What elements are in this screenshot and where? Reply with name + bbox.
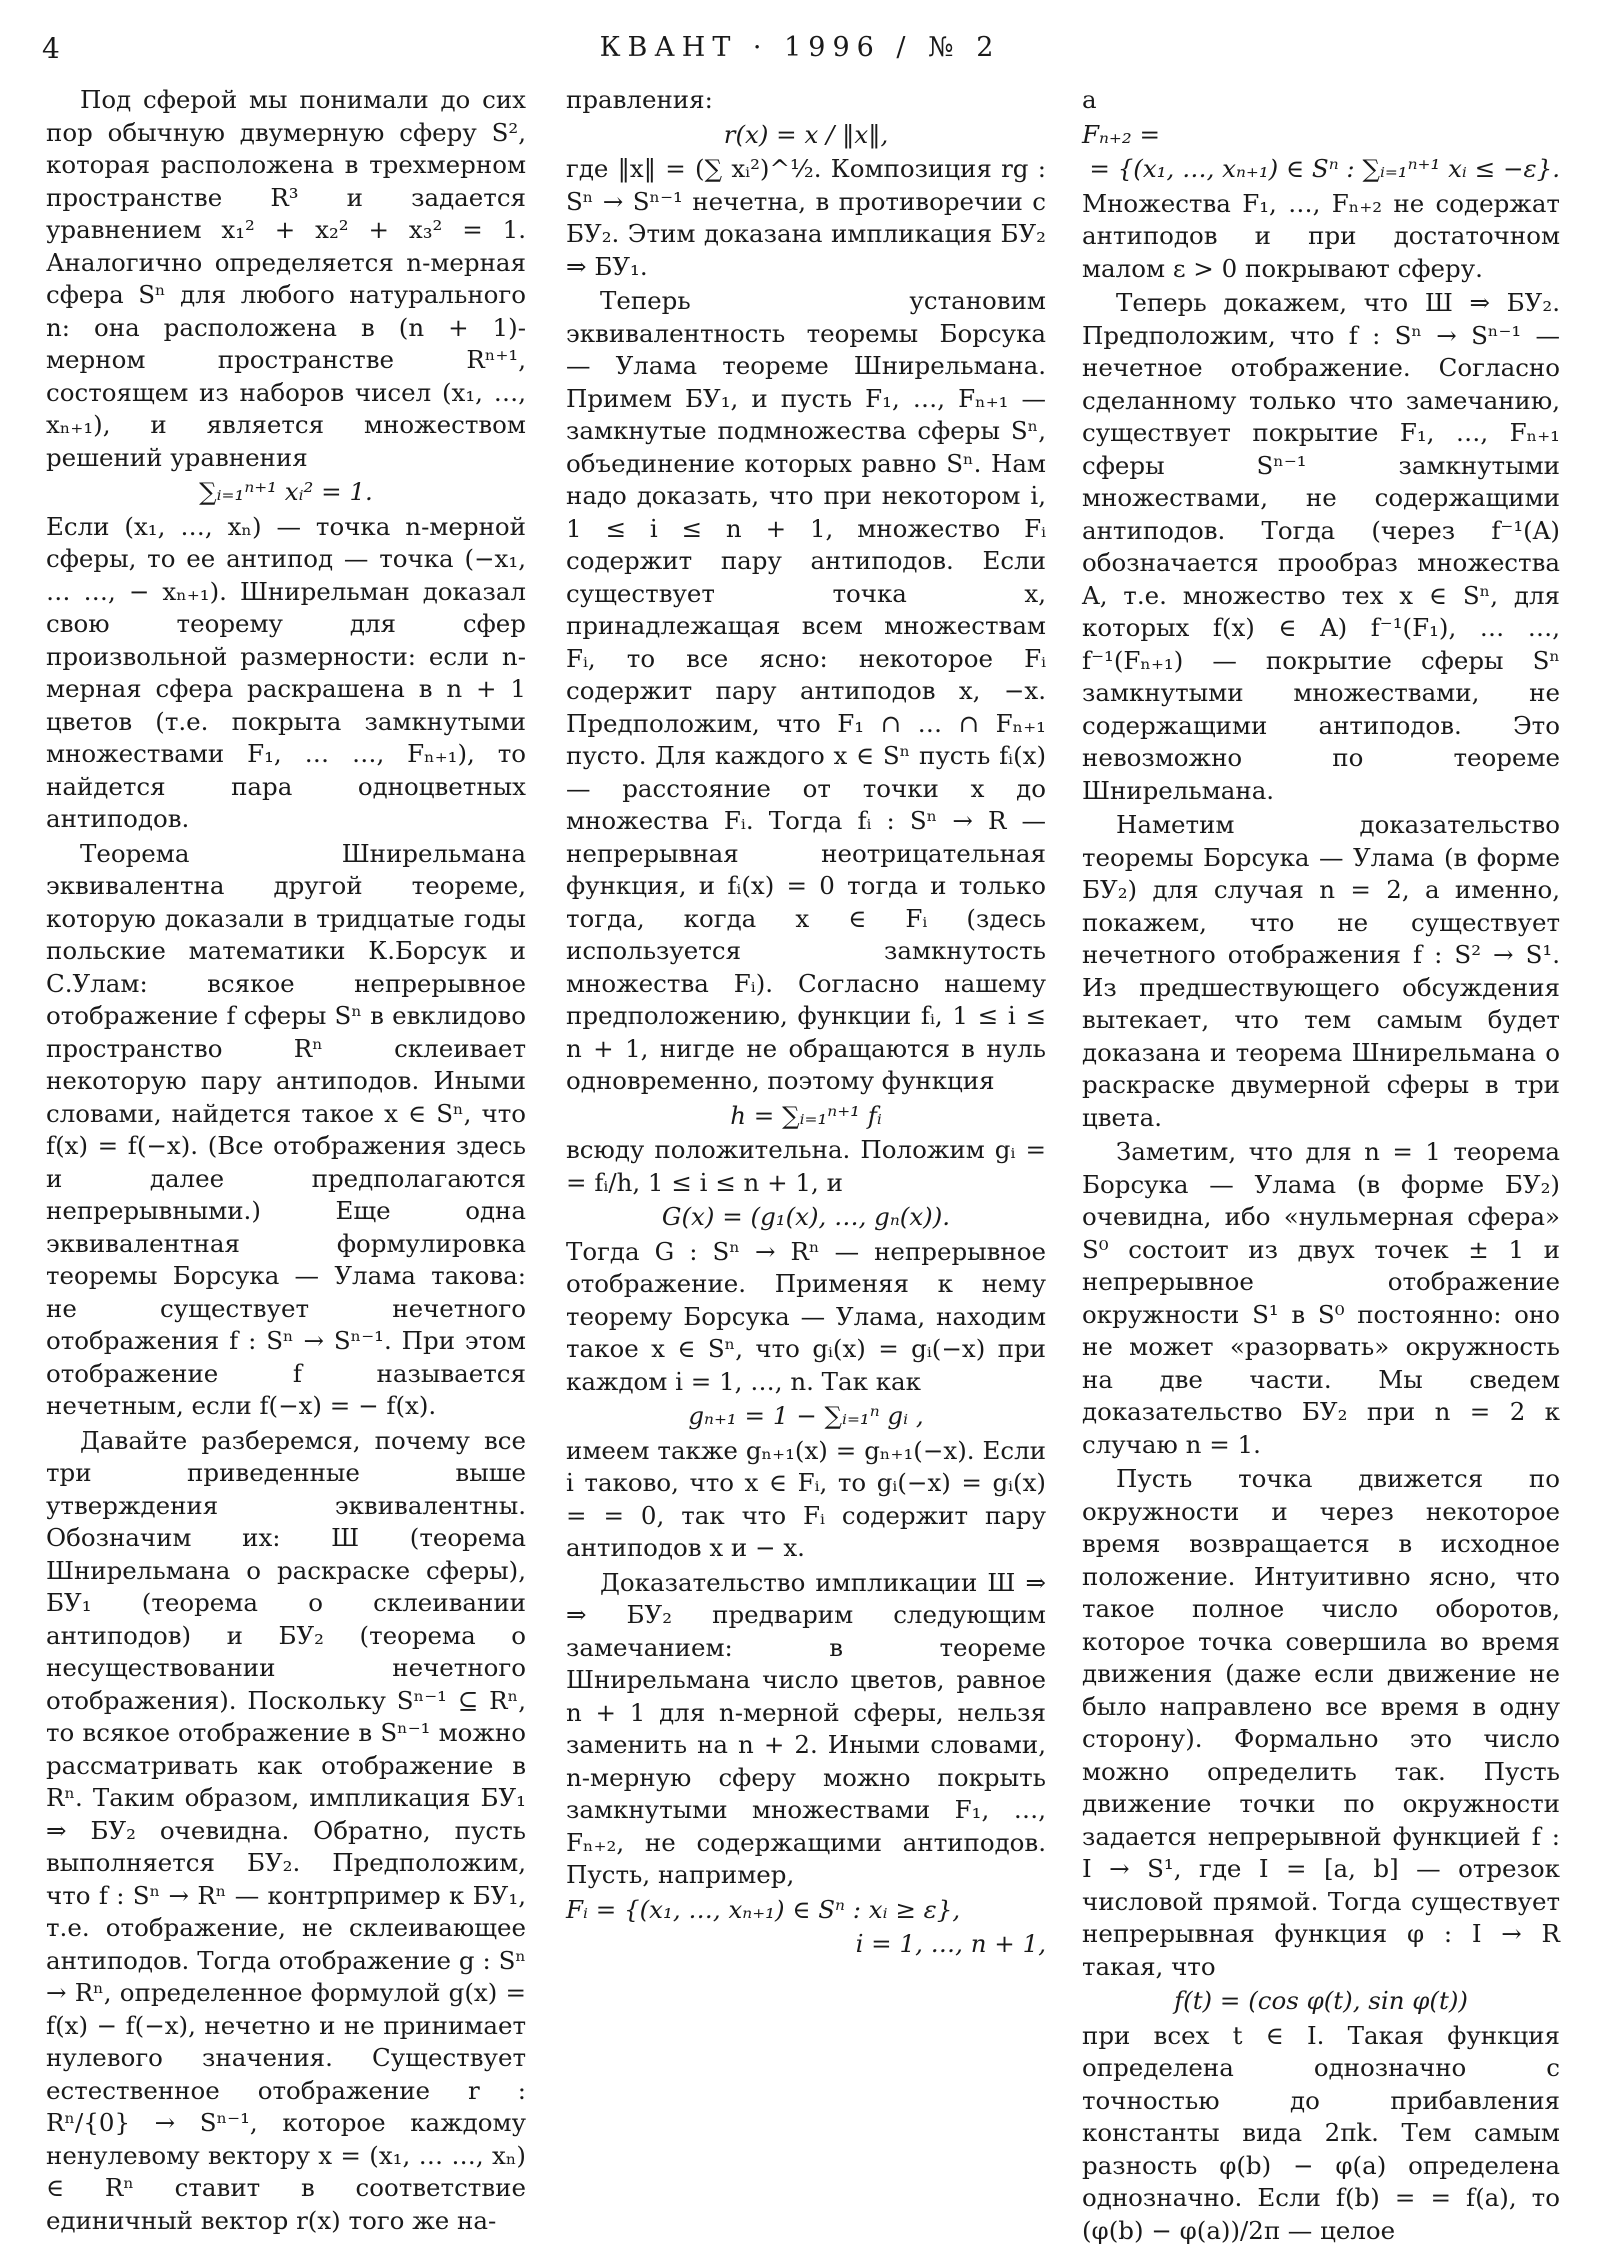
- formula: G(x) = (g₁(x), …, gₙ(x)).: [661, 1202, 951, 1231]
- page-number: 4: [42, 32, 60, 65]
- paragraph: а: [1082, 85, 1097, 114]
- formula: h = ∑ᵢ₌₁ⁿ⁺¹ fᵢ: [730, 1100, 882, 1130]
- paragraph: Множества F₁, …, Fₙ₊₂ не содержат антиподов и при достаточном малом ε > 0 покрывают сферу.: [1082, 188, 1560, 283]
- paragraph: Теорема Шнирельмана эквивалентна другой теореме, которую доказали в тридцатые годы польские математики К.Борсук и С.Улам: всякое непрерывное отображение f сферы Sⁿ в евклидово пространство Rⁿ склеивает некоторую пару антиподов. Иными словами, найдется такое x ∈ Sⁿ, что f(x) = f(−x). (Все отображения здесь и далее предполагаются непрерывными.) Еще одна эквивалентная формулировка теоремы Борсука — Улама такова: не существует нечетного отображения f : Sⁿ → Sⁿ⁻¹. При этом отображение f называется нечетным, если f(−x) = − f(x).: [46, 838, 526, 1420]
- paragraph: при всех t ∈ I. Такая функция определена однозначно с точностью до прибавления константы вида 2πk. Тем самым разность φ(b) − φ(a) определена однозначно. Если f(b) = = f(a), то (φ(b) − φ(a))/2π — целое: [1082, 2020, 1560, 2245]
- paragraph: Теперь установим эквивалентность теоремы Борсука — Улама теореме Шнирельмана. Примем БУ₁, и пусть F₁, …, Fₙ₊₁ — замкнутые подмножества сферы Sⁿ, объединение которых равно Sⁿ. Нам надо доказать, что при некотором i, 1 ≤ i ≤ n + 1, множество Fᵢ содержит пару антиподов. Если существует точка x, принадлежащая всем множествам Fᵢ, то все ясно: некоторое Fᵢ содержит пару антиподов x, −x. Предположим, что F₁ ∩ … ∩ Fₙ₊₁ пусто. Для каждого x ∈ Sⁿ пусть fᵢ(x) — расстояние от точки x до множества Fᵢ. Тогда fᵢ : Sⁿ → R — непрерывная неотрицательная функция, и fᵢ(x) = 0 тогда и только тогда, когда x ∈ Fᵢ (здесь используется замкнутость множества Fᵢ). Согласно нашему предположению, функции fᵢ, 1 ≤ i ≤ n + 1, нигде не обращаются в нуль одновременно, поэтому функция: [566, 286, 1046, 1095]
- paragraph: Заметим, что для n = 1 теорема Борсука — Улама (в форме БУ₂) очевидна, ибо «нульмерная сфера» S⁰ состоит из двух точек ± 1 и непрерывное отображение окружности S¹ в S⁰ постоянно: оно не может «разорвать» окружность на две части. Мы сведем доказательство БУ₂ при n = 2 к случаю n = 1.: [1082, 1137, 1560, 1459]
- paragraph: где ‖x‖ = (∑ xᵢ²)^½. Композиция rg : Sⁿ → Sⁿ⁻¹ нечетна, в противоречии с БУ₂. Этим доказана импликация БУ₂ ⇒ БУ₁.: [566, 154, 1046, 281]
- formula: = {(x₁, …, xₙ₊₁) ∈ Sⁿ : ∑ᵢ₌₁ⁿ⁺¹ xᵢ ≤ −ε}.: [1089, 154, 1560, 183]
- paragraph: правления:: [566, 85, 713, 114]
- formula: i = 1, …, n + 1,: [855, 1929, 1046, 1958]
- paragraph: Под сферой мы понимали до сих пор обычную двумерную сферу S², которая расположена в трехмерном пространстве R³ и задается уравнением x₁² + x₂² + x₃² = 1. Аналогично определяется n-мерная сфера Sⁿ для любого натурального n: она расположена в (n + 1)-мерном пространстве Rⁿ⁺¹, состоящем из наборов чисел (x₁, …, xₙ₊₁), и является множеством решений уравнения: [46, 85, 526, 472]
- paragraph: Доказательство импликации Ш ⇒ ⇒ БУ₂ предварим следующим замечанием: в теореме Шнирельмана число цветов, равное n + 1 для n-мерной сферы, нельзя заменить на n + 2. Иными словами, n-мерную сферу можно покрыть замкнутыми множествами F₁, …, Fₙ₊₂, не содержащими антиподов. Пусть, например,: [566, 1567, 1046, 1889]
- column-right: [1082, 84, 1560, 2249]
- formula: gₙ₊₁ = 1 − ∑ᵢ₌₁ⁿ gᵢ ,: [688, 1401, 924, 1430]
- column-middle: [566, 84, 1046, 1963]
- formula: Fᵢ = {(x₁, …, xₙ₊₁) ∈ Sⁿ : xᵢ ≥ ε},: [566, 1894, 961, 1924]
- formula: Fₙ₊₂ =: [1082, 119, 1160, 149]
- paragraph: Давайте разберемся, почему все три приведенные выше утверждения эквивалентны. Обозначим их: Ш (теорема Шнирельмана о раскраске сферы), БУ₁ (теорема о склеивании антиподов) и БУ₂ (теорема о несуществовании нечетного отображения). Поскольку Sⁿ⁻¹ ⊆ Rⁿ, то всякое отображение в Sⁿ⁻¹ можно рассматривать как отображение в Rⁿ. Таким образом, импликация БУ₁ ⇒ БУ₂ очевидна. Обратно, пусть выполняется БУ₂. Предположим, что f : Sⁿ → Rⁿ — контрпример к БУ₁, т.е. отображение, не склеивающее антиподов. Тогда отображение g : Sⁿ → Rⁿ, определенное формулой g(x) = f(x) − f(−x), нечетно и не принимает нулевого значения. Существует естественное отображение r : Rⁿ/{0} → Sⁿ⁻¹, которое каждому ненулевому вектору x = (x₁, … …, xₙ) ∈ Rⁿ ставит в соответствие единичный вектор r(x) того же на-: [46, 1425, 526, 2235]
- paragraph: Теперь докажем, что Ш ⇒ БУ₂. Предположим, что f : Sⁿ → Sⁿ⁻¹ — нечетное отображение. Согласно сделанному только что замечанию, существует покрытие F₁, …, Fₙ₊₁ сферы Sⁿ⁻¹ замкнутыми множествами, не содержащими антиподов. Тогда (через f⁻¹(A) обозначается прообраз множества A, т.е. множество тех x ∈ Sⁿ, для которых f(x) ∈ A) f⁻¹(F₁), … …, f⁻¹(Fₙ₊₁) — покрытие сферы Sⁿ замкнутыми множествами, не содержащими антиподов. Это невозможно по теореме Шнирельмана.: [1082, 288, 1560, 805]
- paragraph: имеем также gₙ₊₁(x) = gₙ₊₁(−x). Если i таково, что x ∈ Fᵢ, то gᵢ(−x) = gᵢ(x) = = 0, так что Fᵢ содержит пару антиподов x и − x.: [566, 1435, 1046, 1562]
- formula: f(t) = (cos φ(t), sin φ(t)): [1174, 1986, 1468, 2015]
- formula: r(x) = x / ‖x‖,: [723, 119, 889, 149]
- paragraph: Пусть точка движется по окружности и через некоторое время возвращается в исходное положение. Интуитивно ясно, что такое полное число оборотов, которое точка совершила во время движения (даже если движение не было направлено все время в одну сторону). Формально это число можно определить так. Пусть движение точки по окружности задается непрерывной функцией f : I → S¹, где I = [a, b] — отрезок числовой прямой. Тогда существует непрерывная функция φ : I → R такая, что: [1082, 1464, 1560, 1981]
- page-header: [42, 32, 1558, 72]
- paragraph: Если (x₁, …, xₙ) — точка n-мерной сферы, то ее антипод — точка (−x₁, … …, − xₙ₊₁). Шнирельман доказал свою теорему для сфер произвольной размерности: если n-мерная сфера раскрашена в n + 1 цветов (т.е. покрыта замкнутыми множествами F₁, … …, Fₙ₊₁), то найдется пара одноцветных антиподов.: [46, 511, 526, 833]
- paragraph: Наметим доказательство теоремы Борсука — Улама (в форме БУ₂) для случая n = 2, а именно, покажем, что не существует нечетного отображения f : S² → S¹. Из предшествующего обсуждения вытекает, что тем самым будет доказана и теорема Шнирельмана о раскраске двумерной сферы в три цвета.: [1082, 810, 1560, 1132]
- running-head: КВАНТ · 1996 / № 2: [599, 32, 1001, 63]
- column-left: [46, 84, 526, 2239]
- paragraph: Тогда G : Sⁿ → Rⁿ — непрерывное отображение. Применяя к нему теорему Борсука — Улама, находим такое x ∈ Sⁿ, что gᵢ(x) = gᵢ(−x) при каждом i = 1, …, n. Так как: [566, 1236, 1046, 1396]
- paragraph: всюду положительна. Положим gᵢ = = fᵢ/h, 1 ≤ i ≤ n + 1, и: [566, 1135, 1046, 1197]
- formula: ∑ᵢ₌₁ⁿ⁺¹ xᵢ² = 1.: [199, 477, 373, 506]
